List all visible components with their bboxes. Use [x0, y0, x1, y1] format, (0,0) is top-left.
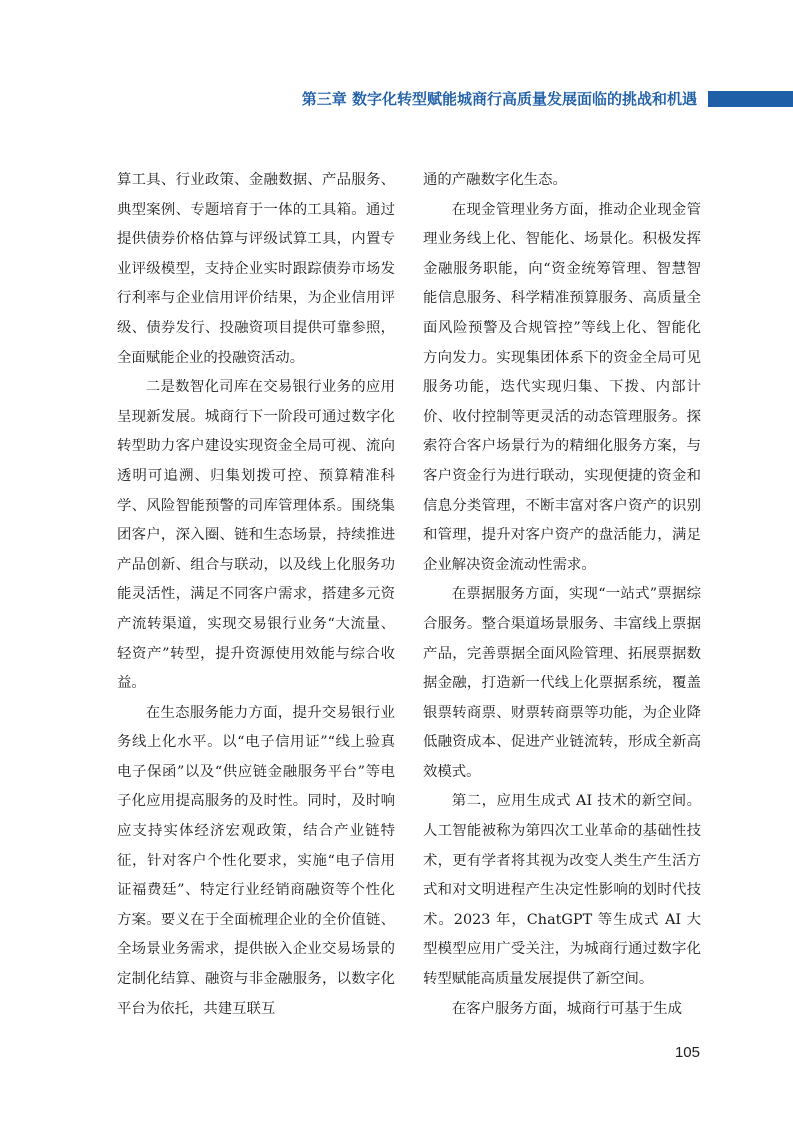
paragraph: 算工具、行业政策、金融数据、产品服务、典型案例、专题培育于一体的工具箱。通过提供债券价格估算与评级试算工具，内置专业评级模型，支持企业实时跟踪债券市场发行利率与企业信用评价结果，为企业信用评级、债券发行、投融资项目提供可靠参照，全面赋能企业的投融资活动。 — [117, 172, 395, 366]
paragraph: 二是数智化司库在交易银行业务的应用呈现新发展。城商行下一阶段可通过数字化转型助力客户建设实现资金全局可视、流向透明可追溯、归集划拨可控、预算精准科学、风险智能预警的司库管理体系。围绕集团客户，深入圈、链和生态场景，持续推进产品创新、组合与联动，以及线上化服务功能灵活性，满足不同客户需求，搭建多元资产流转渠道，实现交易银行业务“大流量、轻资产”转型，提升资源使用效能与综合收益。 — [117, 379, 395, 692]
right-column — [423, 166, 701, 1024]
chapter-accent-bar — [708, 91, 793, 107]
paragraph: 在票据服务方面，实现“一站式”票据综合服务。整合渠道场景服务、丰富线上票据产品，完善票据全面风险管理、拓展票据数据金融，打造新一代线上化票据系统，覆盖银票转商票、财票转商票等功能，为企业降低融资成本、促进产业链流转，形成全新高效模式。 — [423, 586, 701, 780]
paragraph: 通的产融数字化生态。 — [423, 172, 567, 188]
paragraph: 在现金管理业务方面，推动企业现金管理业务线上化、智能化、场景化。积极发挥金融服务职能，向“资金统筹管理、智慧智能信息服务、科学精准预算服务、高质量全面风险预警及合规管控”等线上化、智能化方向发力。实现集团体系下的资金全局可见服务功能，迭代实现归集、下拨、内部计价、收付控制等更灵活的动态管理服务。探索符合客户场景行为的精细化服务方案，与客户资金行为进行联动，实现便捷的资金和信息分类管理，不断丰富对客户资产的识别和管理，提升对客户资产的盘活能力，满足企业解决资金流动性需求。 — [423, 201, 701, 573]
paragraph: 在生态服务能力方面，提升交易银行业务线上化水平。以“电子信用证”“线上验真电子保函”以及“供应链金融服务平台”等电子化应用提高服务的及时性。同时，及时响应支持实体经济宏观政策，结合产业链特征，针对客户个性化要求，实施“电子信用证福费廷”、特定行业经销商融资等个性化方案。要义在于全面梳理企业的全价值链、全场景业务需求，提供嵌入企业交易场景的定制化结算、融资与非金融服务，以数字化平台为依托，共建互联互 — [117, 704, 395, 1017]
left-column — [117, 166, 395, 1024]
page-number: 105 — [674, 1044, 700, 1061]
chapter-title: 第三章 数字化转型赋能城商行高质量发展面临的挑战和机遇 — [301, 90, 697, 108]
paragraph: 在客户服务方面，城商行可基于生成 — [451, 1000, 683, 1017]
paragraph: 第二，应用生成式 AI 技术的新空间。人工智能被称为第四次工业革命的基础性技术，更有学者将其视为改变人类生产生活方式和对文明进程产生决定性影响的划时代技术。2023 年，ChatGPT 等生成式 AI 大型模型应用广受关注，为城商行通过数字化转型赋能高质量发展提供了新空间。 — [423, 793, 701, 988]
chapter-header — [0, 88, 793, 110]
